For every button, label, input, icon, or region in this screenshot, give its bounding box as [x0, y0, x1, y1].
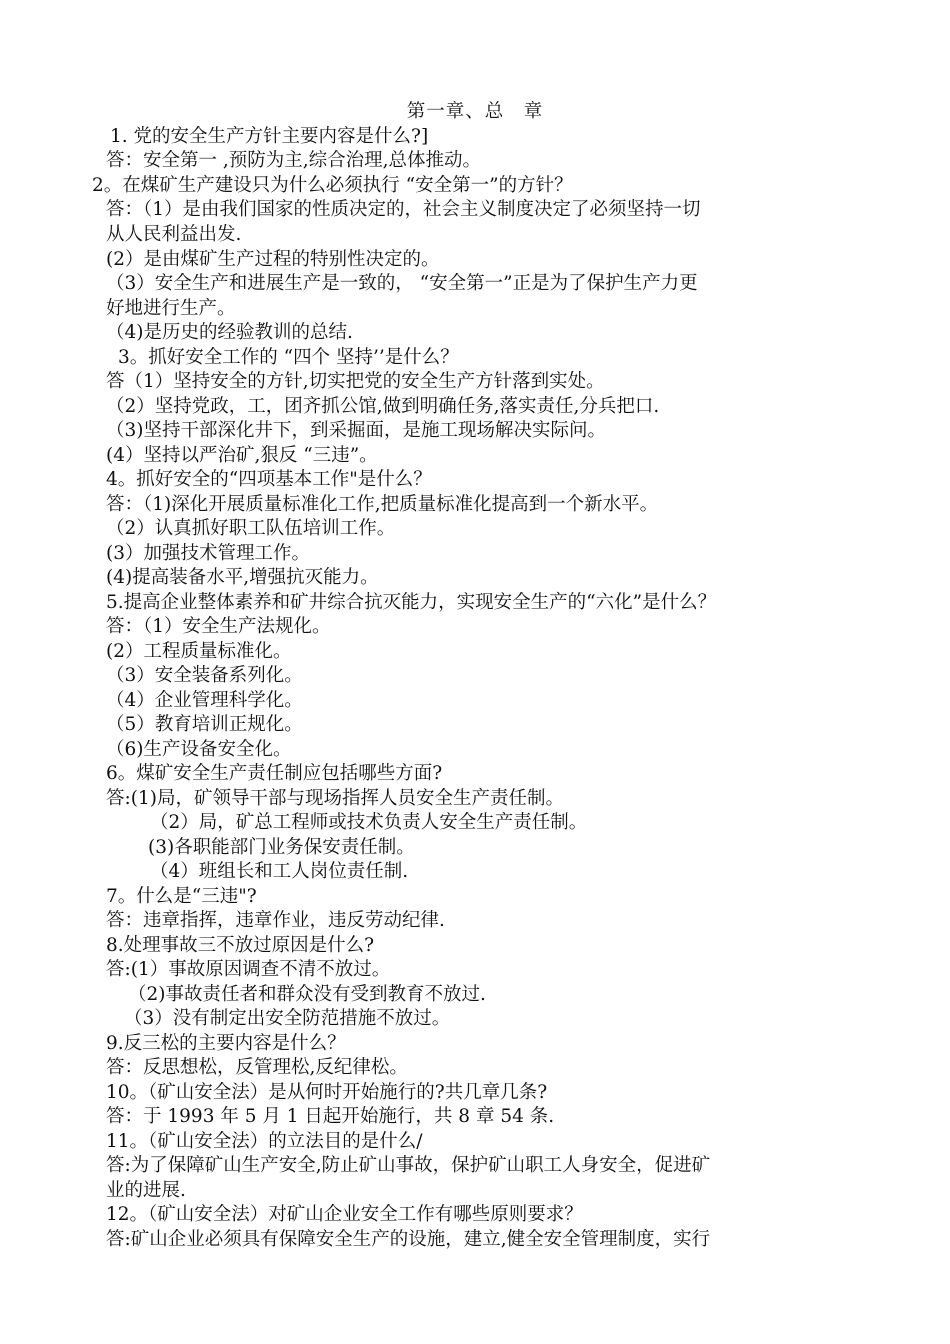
answer-line: （3）安全生产和进展生产是一致的， “安全第一”正是为了保护生产力更	[106, 273, 698, 294]
question-line: 4。抓好安全的“四项基本工作"是什么？	[106, 469, 432, 490]
question-line: 2。在煤矿生产建设只为什么必须执行 “安全第一”的方针？	[92, 175, 573, 196]
answer-line: （6)生产设备安全化。	[106, 739, 292, 760]
answer-line: 答：于 1993 年 5 月 1 日起开始施行，共 8 章 54 条.	[106, 1106, 555, 1127]
answer-line: （4）班组长和工人岗位责任制.	[150, 861, 409, 882]
answer-line: 答:(1)局，矿领导干部与现场指挥人员安全生产责任制。	[106, 788, 564, 809]
answer-line: 答:(1）事故原因调查不清不放过。	[106, 959, 391, 980]
question-line: 6。煤矿安全生产责任制应包括哪些方面?	[106, 763, 443, 784]
answer-line: 答：反思想松，反管理松,反纪律松。	[106, 1057, 408, 1078]
answer-line: （4)是历史的经验教训的总结.	[106, 322, 353, 343]
question-line: 12。（矿山安全法）对矿山企业安全工作有哪些原则要求？	[106, 1204, 583, 1225]
answer-line: （5）教育培训正规化。	[106, 714, 303, 735]
answer-line: （3）安全装备系列化。	[106, 665, 303, 686]
answer-line: 答：（1）安全生产法规化。	[106, 616, 331, 637]
answer-line: （4）企业管理科学化。	[106, 690, 303, 711]
answer-line: （2）认真抓好职工队伍培训工作。	[106, 518, 396, 539]
question-line: 3。抓好安全工作的 “四个 坚持’’是什么？	[118, 347, 459, 368]
answer-line: （2）局，矿总工程师或技术负责人安全生产责任制。	[150, 812, 588, 833]
answer-line: （3）没有制定出安全防范措施不放过。	[124, 1008, 451, 1029]
answer-line: （2）坚持党政，工，团齐抓公馆,做到明确任务,落实责任,分兵把口.	[106, 396, 660, 417]
answer-line: (2）是由煤矿生产过程的特别性决定的。	[106, 249, 440, 270]
answer-line: 答：安全第一 ,预防为主,综合治理,总体推动。	[106, 150, 482, 171]
answer-line: 好地进行生产。	[106, 298, 236, 319]
question-line: 9.反三松的主要内容是什么？	[106, 1033, 346, 1054]
answer-line: 答:矿山企业必须具有保障安全生产的设施，建立,健全安全管理制度，实行	[106, 1229, 711, 1250]
answer-line: （3)坚持干部深化井下，到采掘面，是施工现场解决实际问。	[106, 420, 606, 441]
answer-line: 业的进展.	[106, 1180, 186, 1201]
question-line: 10。（矿山安全法）是从何时开始施行的?共几章几条?	[106, 1082, 548, 1103]
chapter-title: 第一章、总 章	[406, 101, 544, 122]
question-line: 1. 党的安全生产方针主要内容是什么?]	[110, 126, 429, 147]
answer-line: 答：（1）是由我们国家的性质决定的，社会主义制度决定了必须坚持一切	[106, 199, 701, 220]
answer-line: 从人民利益出发.	[106, 224, 242, 245]
answer-line: 答（1）坚持安全的方针,切实把党的安全生产方针落到实处。	[106, 371, 605, 392]
answer-line: 答:为了保障矿山生产安全,防止矿山事故，保护矿山职工人身安全，促进矿	[106, 1155, 711, 1176]
question-line: 5.提高企业整体素养和矿井综合抗灭能力，实现安全生产的“六化”是什么？	[106, 592, 717, 613]
answer-line: 答：违章指挥，违章作业，违反劳动纪律.	[106, 910, 445, 931]
answer-line: 答：（1)深化开展质量标准化工作,把质量标准化提高到一个新水平。	[106, 494, 659, 515]
answer-line: (3）加强技术管理工作。	[106, 543, 310, 564]
answer-line: (3)各职能部门业务保安责任制。	[148, 837, 415, 858]
question-line: 8.处理事故三不放过原因是什么?	[106, 935, 375, 956]
answer-line: (4）坚持以严治矿,狠反 “三违”。	[106, 445, 378, 466]
question-line: 11。（矿山安全法）的立法目的是什么/	[106, 1131, 423, 1152]
answer-line: (4)提高装备水平,增强抗灭能力。	[106, 567, 379, 588]
answer-line: (2）工程质量标准化。	[106, 641, 292, 662]
question-line: 7。什么是“三违"?	[106, 886, 257, 907]
answer-line: （2)事故责任者和群众没有受到教育不放过.	[128, 984, 486, 1005]
